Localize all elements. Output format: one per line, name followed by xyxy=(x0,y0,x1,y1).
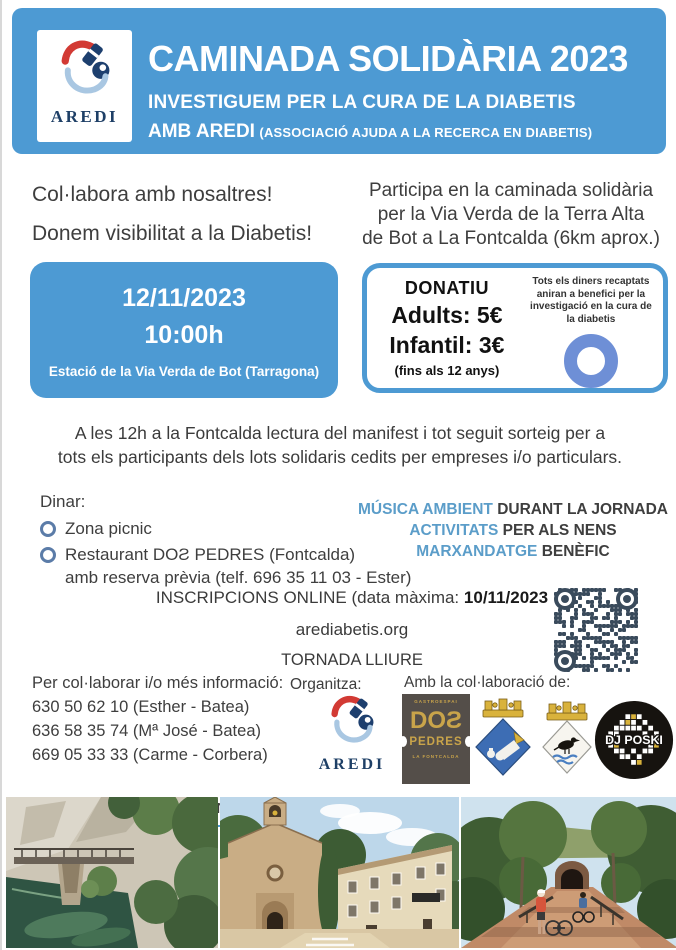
donation-adults: Adults: 5€ xyxy=(391,302,503,328)
registration-return-note: TORNADA LLIURE xyxy=(281,651,423,669)
spoon-icon xyxy=(399,736,407,747)
donation-title: DONATIU xyxy=(404,278,489,298)
aredi-microscope-icon xyxy=(52,36,118,102)
donation-box xyxy=(362,263,668,393)
dos-pedres-name-2: PEDRES xyxy=(409,736,463,748)
photo-strip xyxy=(2,797,676,948)
lunch-option2-note: amb reserva prèvia (telf. 696 35 11 03 - Ester) xyxy=(65,568,412,587)
organitza-label: Organitza: xyxy=(290,676,362,693)
registration-deadline: 10/11/2023 xyxy=(463,588,549,607)
photo-fontcalda-sanctuary xyxy=(220,797,459,948)
manifest-line2: tots els participants dels lots solidaris cedits per empreses i/o particulars. xyxy=(57,447,623,467)
corbera-town-crest xyxy=(540,700,594,787)
registration-website: arediabetis.org xyxy=(295,620,409,639)
aredi-logo-box xyxy=(37,30,132,142)
radio-bullet-icon xyxy=(40,521,56,537)
registration-label: INSCRIPCIONS ONLINE (data màxima: xyxy=(155,588,460,607)
event-place: Estació de la Via Verda de Bot (Tarragona) xyxy=(48,364,320,379)
spoon-icon xyxy=(465,736,473,747)
lunch-option2-label: Restaurant DOƧ PEDRES (Fontcalda) xyxy=(65,545,356,564)
qr-code xyxy=(554,588,638,672)
lunch-title: Dinar: xyxy=(40,492,86,511)
event-date-box xyxy=(30,262,338,398)
extras-section xyxy=(354,499,672,562)
donation-note-block xyxy=(527,268,663,388)
dos-pedres-name: DOƧ xyxy=(409,707,462,734)
amb-aredi-text: AMB AREDI xyxy=(148,121,255,142)
extras-music-line xyxy=(354,499,672,520)
intro-right xyxy=(350,179,672,251)
donation-age-note: (fins als 12 anys) xyxy=(394,363,500,378)
contact-phone-3: 669 05 33 33 (Carme - Corbera) xyxy=(32,746,268,764)
contact-title: Per col·laborar i/o més informació: xyxy=(32,674,284,692)
photo-via-verda-path xyxy=(461,797,676,948)
extras-activities-line xyxy=(354,520,672,541)
dos-pedres-logo xyxy=(402,694,470,784)
header-text xyxy=(148,38,660,143)
radio-bullet-icon xyxy=(40,547,56,563)
registration-section xyxy=(142,588,562,670)
poster-subtitle: INVESTIGUEM PER LA CURA DE LA DIABETIS xyxy=(148,92,576,113)
intro-right-line2: per la Via Verda de la Terra Alta xyxy=(377,204,645,225)
qr-finder-icon xyxy=(554,650,576,672)
aredi-microscope-icon xyxy=(322,692,382,750)
dj-poski-logo xyxy=(594,700,674,785)
dos-pedres-top-text: GASTROESPAI xyxy=(414,699,458,704)
intro-left-line2: Donem visibilitat a la Diabetis! xyxy=(32,222,313,245)
aredi-fullname-text: (ASSOCIACIÓ AJUDA A LA RECERCA EN DIABETIS) xyxy=(259,125,593,140)
aredi-organizer-text: AREDI xyxy=(318,756,386,773)
event-time: 10:00h xyxy=(144,321,224,349)
bot-crest-icon xyxy=(474,696,532,784)
intro-right-line1: Participa en la caminada solidària xyxy=(368,180,654,201)
poster-subtitle-2 xyxy=(148,121,660,143)
merch-highlight: MARXANDATGE xyxy=(416,543,538,560)
activities-rest: PER ALS NENS xyxy=(502,522,617,539)
aredi-organizer-logo xyxy=(308,692,396,774)
intro-right-line3: de Bot a La Fontcalda (6km aprox.) xyxy=(362,228,660,249)
music-highlight: MÚSICA AMBIENT xyxy=(358,501,493,518)
music-rest: DURANT LA JORNADA xyxy=(497,501,668,518)
poster-title: CAMINADA SOLIDÀRIA 2023 xyxy=(148,38,628,79)
header-banner xyxy=(12,8,666,154)
contact-phone-2: 636 58 35 74 (Mª José - Batea) xyxy=(32,722,261,740)
bot-town-crest xyxy=(474,696,532,789)
donation-children: Infantil: 3€ xyxy=(389,332,505,358)
donation-prices xyxy=(367,268,527,388)
event-date: 12/11/2023 xyxy=(122,284,246,312)
qr-finder-icon xyxy=(616,588,638,610)
extras-merch-line xyxy=(354,541,672,562)
registration-deadline-line xyxy=(142,588,562,608)
qr-finder-icon xyxy=(554,588,576,610)
manifest-line1: A les 12h a la Fontcalda lectura del manifest i tot seguit sorteig per a xyxy=(74,423,606,443)
intro-left xyxy=(32,183,344,261)
dj-poski-text: DJ POSKI xyxy=(605,732,663,747)
photo-river-bridge xyxy=(6,797,218,948)
merch-rest: BENÈFIC xyxy=(541,543,610,560)
donation-note: Tots els diners recaptats aniran a benefici per la investigació en la cura de la diabetis xyxy=(530,276,652,325)
contact-phone-1: 630 50 62 10 (Esther - Batea) xyxy=(32,698,250,716)
aredi-logo-text: AREDI xyxy=(50,107,119,126)
dj-poski-icon xyxy=(594,700,674,780)
intro-left-line1: Col·labora amb nosaltres! xyxy=(32,183,273,206)
diabetes-blue-circle-icon xyxy=(564,334,618,388)
activities-highlight: ACTIVITATS xyxy=(409,522,499,539)
manifest-paragraph xyxy=(50,421,630,469)
corbera-crest-icon xyxy=(540,700,594,782)
dos-pedres-bottom-text: LA FONTCALDA xyxy=(412,754,460,759)
lunch-option1-label: Zona picnic xyxy=(65,519,152,538)
collaboration-label: Amb la col·laboració de: xyxy=(404,674,571,691)
